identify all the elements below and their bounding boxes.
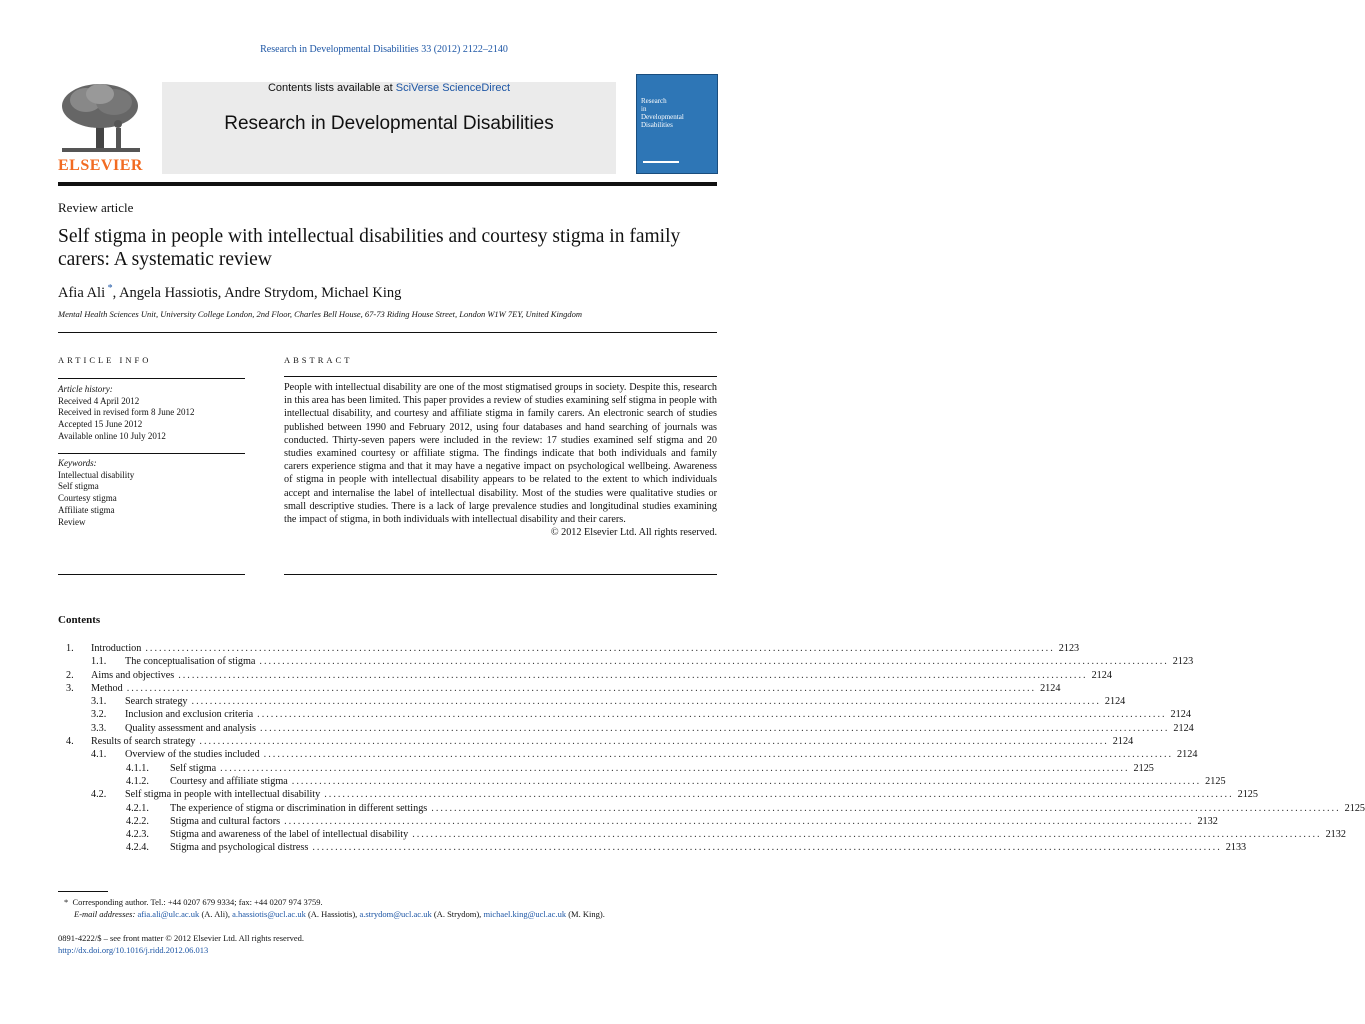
cover-title: Research in Developmental Disabilities [641, 97, 684, 129]
toc-entry[interactable] [66, 642, 1080, 655]
keywords [58, 458, 245, 528]
keywords-rule [58, 453, 245, 454]
toc-number: 4.2.3. [126, 829, 149, 841]
toc-entry[interactable] [66, 815, 1218, 828]
email-link[interactable]: michael.king@ucl.ac.uk [483, 909, 567, 920]
toc-page-number: 2125 [1133, 762, 1154, 774]
toc-leader: ........................................................................................................................................................................................................ [259, 656, 1169, 668]
keyword-item: Self stigma [58, 481, 99, 492]
toc-number: 1.1. [91, 656, 107, 668]
toc-title: Stigma and awareness of the label of intellectual disability [170, 829, 409, 841]
cover-divider [643, 161, 679, 163]
toc-page-number: 2124 [1177, 749, 1198, 761]
toc-page-number: 2132 [1325, 829, 1346, 841]
publisher-wordmark: ELSEVIER [58, 157, 143, 174]
email-owner: (A. Hassiotis), [305, 909, 360, 920]
toc-entry[interactable] [66, 788, 1258, 801]
toc-page-number: 2133 [1225, 842, 1247, 854]
toc-title: Self stigma in people with intellectual disability [125, 789, 321, 801]
abstract-bottom-rule [284, 574, 717, 575]
toc-number: 3.3. [91, 722, 107, 734]
toc-page-number: 2124 [1173, 722, 1194, 734]
history-item: Available online 10 July 2012 [58, 430, 166, 441]
keyword-item: Intellectual disability [58, 469, 135, 480]
toc-leader: ........................................................................................................................................................................................................ [178, 669, 1088, 681]
toc-entry[interactable] [66, 841, 1247, 854]
toc-leader: ........................................................................................................................................................................................................ [431, 802, 1341, 814]
header-divider [58, 182, 717, 186]
toc-number: 3.2. [91, 709, 107, 721]
toc-title: The experience of stigma or discrimination in different settings [170, 802, 428, 814]
journal-reference[interactable]: Research in Developmental Disabilities 33 (2012) 2122–2140 [260, 44, 508, 55]
email-link[interactable]: a.hassiotis@ucl.ac.uk [232, 909, 306, 920]
abstract-text: People with intellectual disability are one of the most stigmatised groups in society. Despite this, research in this area has been limited. This paper provides a review of studies examining self stigma in people with intellectual disability, and courtesy and affiliate stigma in family carers. An electronic search of studies published between 1990 and February 2012, using four databases and hand searching of journals was conducted. Thirty-seven papers were included in the review: 17 studies examined self stigma and 20 studies examined courtesy or affiliate stigma. The findings indicate that both individuals and family carers experience stigma and that it may have a negative impact on psychological wellbeing. Awareness of stigma in people with intellectual disability appears to be related to the extent to which individuals accept and internalise the label of intellectual disability. Most of the studies were qualitative studies or small descriptive studies. There is a lack of large prevalence studies and longitudinal studies examining the impact of stigma, in both individuals with intellectual disability and their carers. [284, 382, 717, 526]
keyword-item: Affiliate stigma [58, 504, 115, 515]
toc-entry[interactable] [66, 762, 1154, 775]
email-link[interactable]: a.strydom@ucl.ac.uk [359, 909, 432, 920]
toc-number: 4. [66, 736, 74, 748]
toc-entry[interactable] [66, 695, 1126, 708]
toc-page-number: 2125 [1237, 789, 1258, 801]
toc-page-number: 2124 [1091, 669, 1112, 681]
toc-number: 4.1.2. [126, 775, 149, 787]
issn-line: 0891-4222/$ – see front matter © 2012 Elsevier Ltd. All rights reserved. [58, 933, 305, 943]
toc-title: Inclusion and exclusion criteria [125, 709, 254, 721]
article-title: Self stigma in people with intellectual disabilities and courtesy stigma in family carers: A systematic review [58, 226, 681, 270]
toc-entry[interactable] [66, 708, 1191, 721]
sciencedirect-link[interactable]: SciVerse ScienceDirect [395, 82, 511, 94]
toc-page-number: 2125 [1205, 775, 1226, 787]
contents-availability: Contents lists available at SciVerse ScienceDirect [267, 82, 511, 94]
title-divider [58, 332, 717, 333]
toc-number: 4.1. [91, 749, 107, 761]
article-history [58, 384, 245, 443]
toc-entry[interactable] [66, 722, 1194, 735]
corresponding-author-mark[interactable]: * [105, 283, 113, 294]
keywords-label: Keywords: [58, 458, 97, 468]
doi-link[interactable]: http://dx.doi.org/10.1016/j.ridd.2012.06.013 [58, 944, 209, 955]
toc-number: 4.2.4. [126, 842, 149, 854]
table-of-contents [66, 642, 1365, 855]
toc-entry[interactable] [66, 828, 1346, 841]
toc-leader: ........................................................................................................................................................................................................ [263, 749, 1174, 761]
toc-title: Stigma and cultural factors [170, 815, 281, 827]
toc-leader: ........................................................................................................................................................................................................ [257, 709, 1167, 721]
history-item: Accepted 15 June 2012 [58, 419, 143, 430]
email-owner: (A. Ali), [199, 909, 233, 920]
toc-number: 4.2.1. [126, 802, 149, 814]
toc-number: 3. [66, 682, 74, 694]
toc-title: Aims and objectives [91, 669, 175, 681]
email-addresses: E-mail addresses: afia.ali@ulc.ac.uk (A. Ali), a.hassiotis@ucl.ac.uk (A. Hassiotis), a.strydom@ucl.ac.uk (A. Strydom), michael.king@ucl.ac.uk (M. King). [74, 909, 605, 920]
journal-title: Research in Developmental Disabilities [224, 113, 554, 134]
toc-leader: ........................................................................................................................................................................................................ [260, 722, 1170, 734]
toc-leader: ........................................................................................................................................................................................................ [220, 762, 1130, 774]
toc-leader: ........................................................................................................................................................................................................ [291, 775, 1202, 787]
toc-title: The conceptualisation of stigma [125, 656, 256, 668]
toc-title: Stigma and psychological distress [170, 842, 309, 854]
article-info-heading: ARTICLE INFO [58, 355, 152, 365]
toc-number: 4.2. [91, 789, 107, 801]
toc-number: 4.1.1. [126, 762, 149, 774]
toc-title: Quality assessment and analysis [125, 722, 256, 734]
toc-page-number: 2124 [1040, 682, 1061, 694]
footnote [58, 896, 738, 921]
toc-leader: ........................................................................................................................................................................................................ [191, 696, 1101, 708]
email-link[interactable]: afia.ali@ulc.ac.uk [137, 909, 200, 920]
toc-title: Search strategy [125, 696, 188, 708]
toc-entry[interactable] [66, 802, 1365, 815]
author-list: Afia Ali *, Angela Hassiotis, Andre Strydom, Michael King [58, 283, 402, 301]
keyword-item: Courtesy stigma [58, 493, 117, 504]
affiliation: Mental Health Sciences Unit, University College London, 2nd Floor, Charles Bell House, 67-73 Riding House Street, London W1W 7EY, United Kingdom [58, 309, 582, 319]
journal-cover-thumbnail [636, 74, 718, 174]
toc-title: Overview of the studies included [125, 749, 260, 761]
abstract-copyright: © 2012 Elsevier Ltd. All rights reserved. [550, 527, 717, 539]
toc-entry[interactable] [66, 775, 1226, 788]
toc-number: 2. [66, 669, 74, 681]
toc-entry[interactable] [66, 655, 1194, 668]
toc-title: Introduction [91, 643, 142, 654]
toc-page-number: 2123 [1058, 643, 1080, 654]
toc-title: Results of search strategy [91, 736, 196, 748]
toc-entry[interactable] [66, 682, 1061, 695]
toc-number: 4.2.2. [126, 815, 149, 827]
toc-leader: ........................................................................................................................................................................................................ [312, 842, 1222, 854]
abstract-body [284, 381, 717, 539]
toc-title: Self stigma [170, 762, 217, 774]
toc-page-number: 2125 [1344, 802, 1365, 814]
toc-page-number: 2124 [1170, 709, 1191, 721]
toc-leader: ........................................................................................................................................................................................................ [145, 643, 1055, 654]
contents-heading: Contents [58, 614, 101, 626]
history-item: Received 4 April 2012 [58, 395, 140, 406]
footnote-rule [58, 891, 108, 892]
toc-entry[interactable] [66, 669, 1112, 682]
toc-page-number: 2124 [1104, 696, 1126, 708]
toc-leader: ........................................................................................................................................................................................................ [324, 789, 1234, 801]
article-info-bottom-rule [58, 574, 245, 575]
keyword-item: Review [58, 516, 86, 527]
toc-number: 3.1. [91, 696, 107, 708]
toc-leader: ........................................................................................................................................................................................................ [412, 829, 1322, 841]
toc-page-number: 2132 [1197, 815, 1218, 827]
toc-leader: ........................................................................................................................................................................................................ [126, 682, 1037, 694]
corresponding-note: * Corresponding author. Tel.: +44 0207 679 9334; fax: +44 0207 974 3759. [64, 897, 323, 907]
email-owner: (A. Strydom), [431, 909, 484, 920]
abstract-heading: ABSTRACT [284, 355, 353, 365]
email-owner: (M. King). [566, 909, 605, 920]
article-info-rule [58, 378, 245, 379]
toc-leader: ........................................................................................................................................................................................................ [284, 815, 1194, 827]
toc-page-number: 2124 [1112, 736, 1134, 748]
toc-entry[interactable] [66, 748, 1198, 761]
toc-title: Courtesy and affiliate stigma [170, 775, 288, 787]
toc-leader: ........................................................................................................................................................................................................ [199, 736, 1109, 748]
history-label: Article history: [58, 384, 113, 394]
toc-entry[interactable] [66, 735, 1134, 748]
abstract-rule [284, 376, 717, 377]
article-type: Review article [58, 200, 134, 215]
history-item: Received in revised form 8 June 2012 [58, 407, 195, 418]
bottom-matter [58, 933, 304, 956]
toc-title: Method [91, 682, 123, 694]
toc-number: 1. [66, 643, 74, 654]
toc-page-number: 2123 [1172, 656, 1194, 668]
